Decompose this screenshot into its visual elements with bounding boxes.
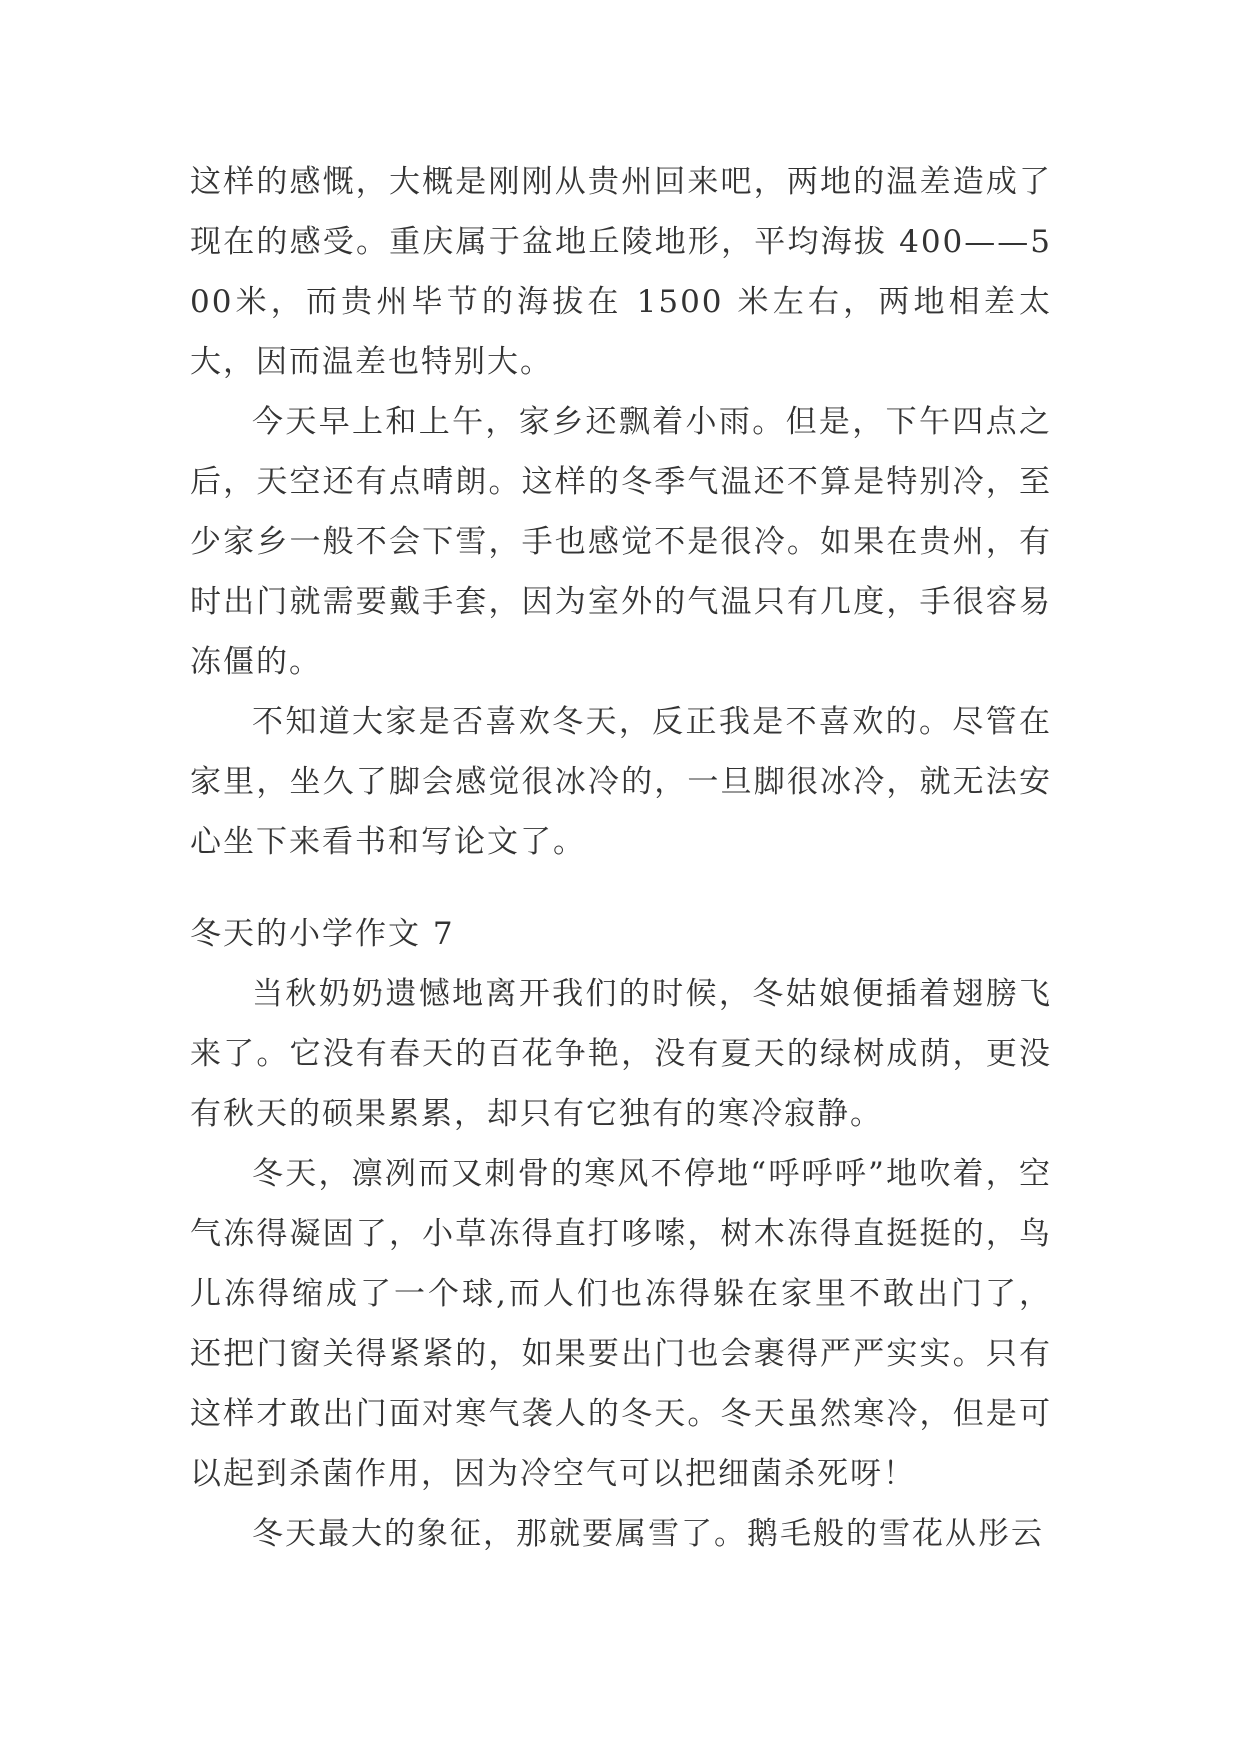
paragraph: 当秋奶奶遗憾地离开我们的时候，冬姑娘便插着翅膀飞来了。它没有春天的百花争艳，没有夏天的绿树成荫，更没有秋天的硕果累累，却只有它独有的寒冷寂静。 (190, 976, 1052, 1132)
paragraph: 冬天最大的象征，那就要属雪了。鹅毛般的雪花从彤云 (252, 1516, 1044, 1552)
essay-heading: 冬天的小学作文 7 (190, 916, 455, 952)
paragraph: 冬天，凛冽而又刺骨的寒风不停地“呼呼呼”地吹着，空气冻得凝固了，小草冻得直打哆嗦，树木冻得直挺挺的，鸟儿冻得缩成了一个球,而人们也冻得躲在家里不敢出门了，还把门窗关得紧紧的，如果要出门也会裹得严严实实。只有这样才敢出门面对寒气袭人的冬天。冬天虽然寒冷，但是可以起到杀菌作用，因为冷空气可以把细菌杀死呀！ (190, 1156, 1052, 1492)
paragraph: 这样的感慨，大概是刚刚从贵州回来吧，两地的温差造成了现在的感受。重庆属于盆地丘陵地形，平均海拔 400——500米，而贵州毕节的海拔在 1500 米左右，两地相差太大，因而温差也特别大。 (190, 164, 1052, 380)
paragraph: 今天早上和上午，家乡还飘着小雨。但是，下午四点之后，天空还有点晴朗。这样的冬季气温还不算是特别冷，至少家乡一般不会下雪，手也感觉不是很冷。如果在贵州，有时出门就需要戴手套，因为室外的气温只有几度，手很容易冻僵的。 (190, 404, 1052, 680)
essay-7 (190, 904, 1052, 1564)
paragraph: 不知道大家是否喜欢冬天，反正我是不喜欢的。尽管在家里，坐久了脚会感觉很冰冷的，一旦脚很冰冷，就无法安心坐下来看书和写论文了。 (190, 704, 1052, 860)
essay-continuation (190, 152, 1052, 872)
